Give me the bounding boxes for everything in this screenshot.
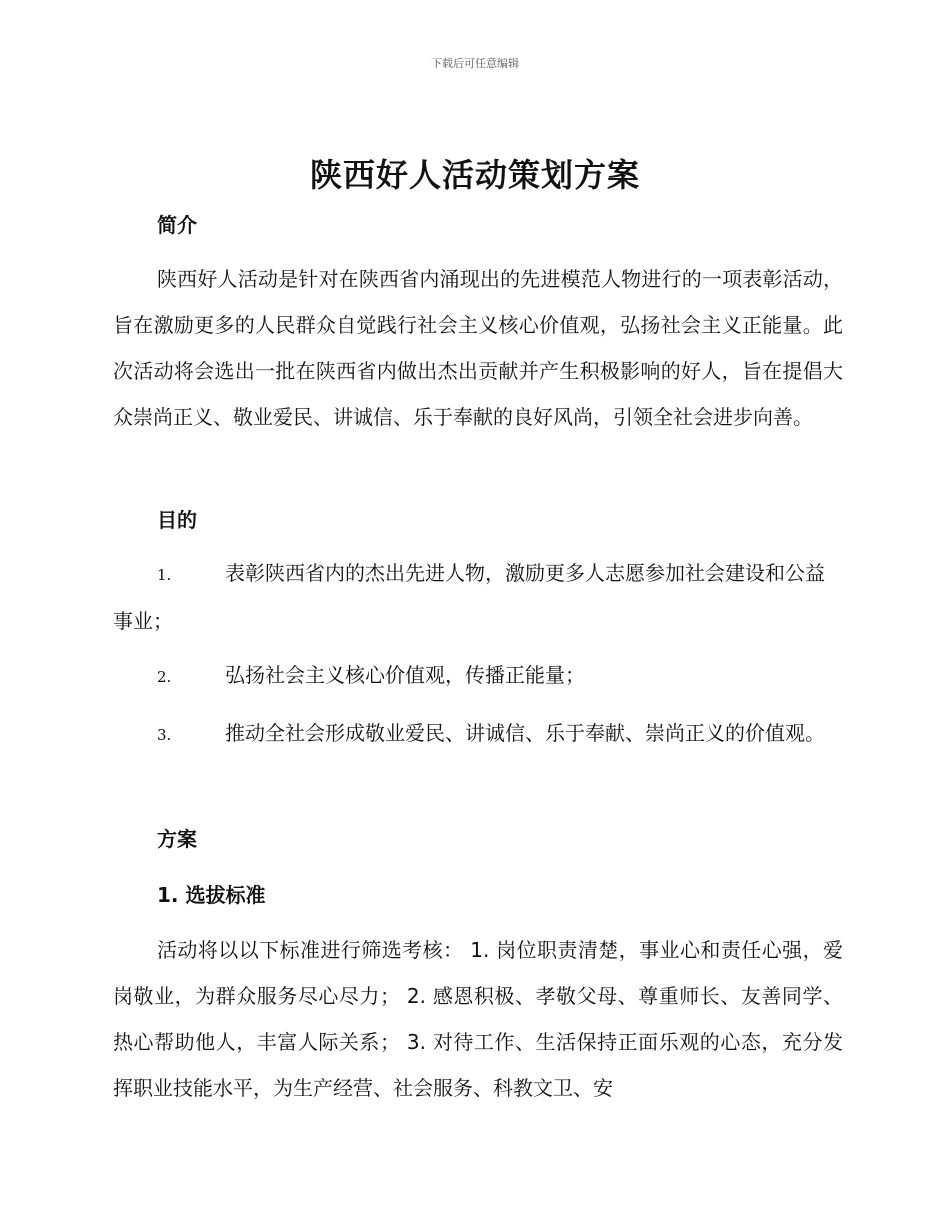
list-item-text: 推动全社会形成敬业爱民、讲诚信、乐于奉献、崇尚正义的价值观。 — [225, 721, 825, 745]
document-title: 陕西好人活动策划方案 — [309, 156, 640, 194]
section-heading-purpose: 目的 — [157, 508, 197, 532]
page-header: 下载后可任意编辑 — [431, 57, 519, 70]
list-item-number: 2. — [157, 668, 172, 686]
section-heading-plan: 方案 — [157, 827, 197, 851]
list-item-number: 1. — [157, 566, 172, 584]
list-item — [113, 550, 843, 644]
list-item-text: 表彰陕西省内的杰出先进人物，激励更多人志愿参加社会建设和公益事业； — [113, 561, 825, 633]
section-heading-intro: 简介 — [157, 213, 197, 237]
intro-paragraph: 陕西好人活动是针对在陕西省内涌现出的先进模范人物进行的一项表彰活动，旨在激励更多的人民群众自觉践行社会主义核心价值观，弘扬社会主义正能量。此次活动将会选出一批在陕西省内做出杰出贡献并产生积极影响的好人，旨在提倡大众崇尚正义、敬业爱民、讲诚信、乐于奉献的良好风尚，引领全社会进步向善。 — [113, 267, 843, 429]
list-item-number: 3. — [157, 726, 172, 744]
subsection-heading-selection-criteria: 1. 选拔标准 — [157, 883, 266, 907]
list-item — [113, 652, 843, 700]
list-item-text: 弘扬社会主义核心价值观，传播正能量； — [225, 663, 585, 687]
plan-paragraph: 活动将以以下标准进行筛选考核： 1. 岗位职责清楚，事业心和责任心强，爱岗敬业，为群众服务尽心尽力； 2. 感恩积极、孝敬父母、尊重师长、友善同学、热心帮助他人，丰富人际关系； 3. 对待工作、生活保持正面乐观的心态，充分发挥职业技能水平，为生产经营、社会服务、科教文卫、安 — [113, 938, 843, 1100]
list-item — [113, 710, 843, 758]
